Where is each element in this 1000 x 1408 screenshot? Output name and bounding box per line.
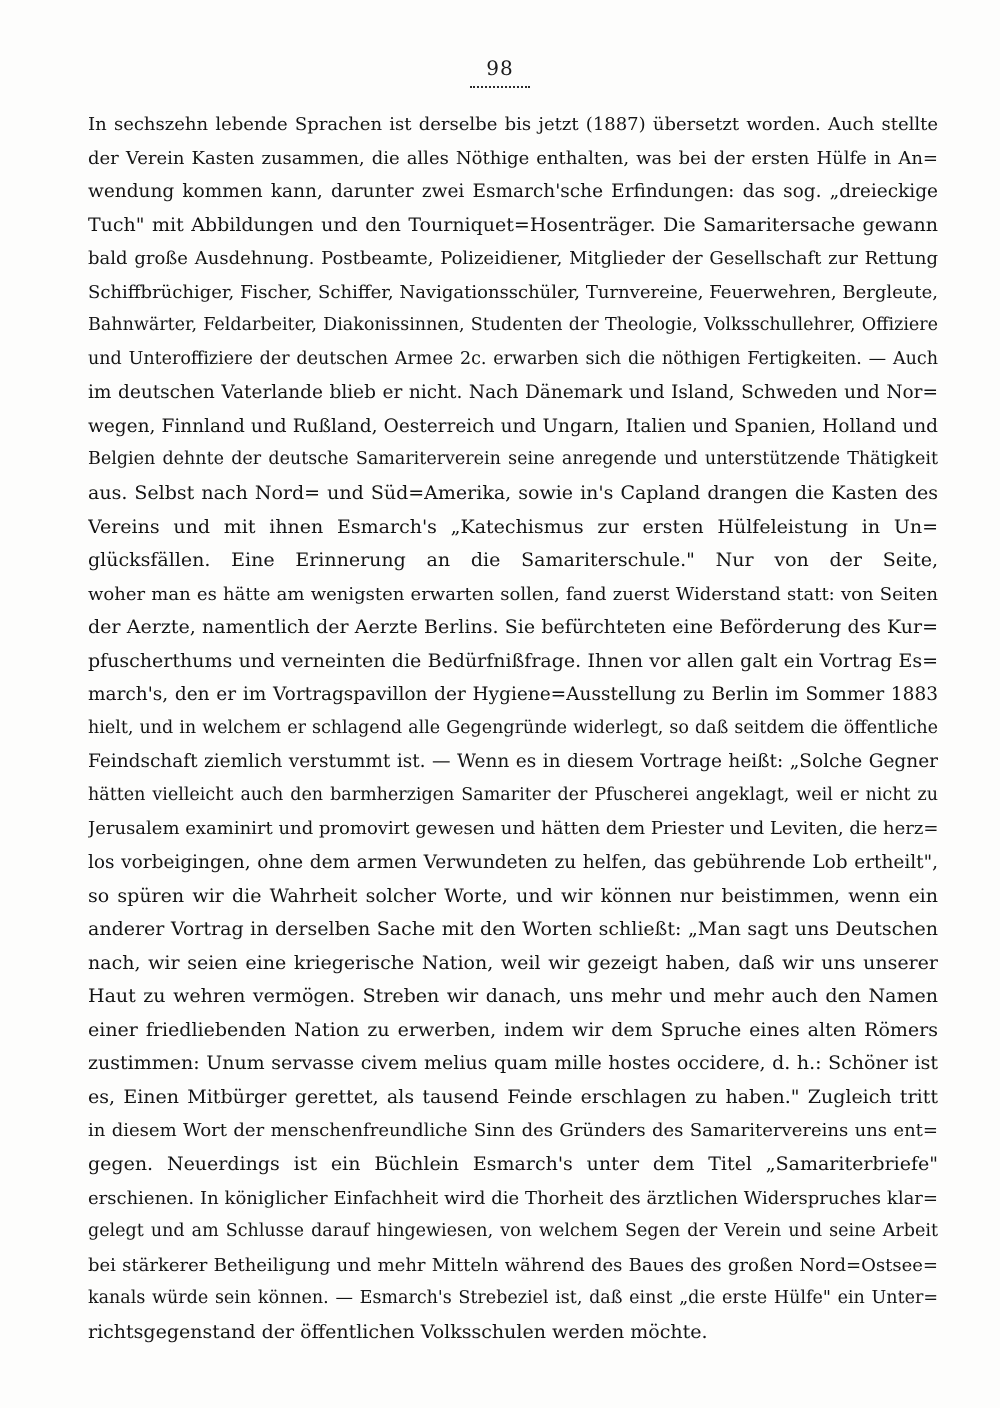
text-line: wendung kommen kann, darunter zwei Esmarch'sche Erfindungen: das sog. „dreieckige bbox=[88, 181, 938, 203]
text-line: es, Einen Mitbürger gerettet, als tausend Feinde erschlagen zu haben." Zugleich tritt bbox=[88, 1085, 938, 1108]
text-line: pfuscherthums und verneinten die Bedürfnißfrage. Ihnen vor allen galt ein Vortrag Es= bbox=[88, 649, 938, 672]
text-line: richtsgegenstand der öffentlichen Volksschulen werden möchte. bbox=[88, 1320, 708, 1343]
text-line: gelegt und am Schlusse darauf hingewiesen, von welchem Segen der Verein und seine Arbeit bbox=[88, 1221, 938, 1242]
text-line: zustimmen: Unum servasse civem melius quam mille hostes occidere, d. h.: Schöner ist bbox=[88, 1052, 938, 1075]
text-line: Schiffbrüchiger, Fischer, Schiffer, Navigationsschüler, Turnvereine, Feuerwehren, Bergleute, bbox=[88, 281, 938, 303]
text-line: woher man es hätte am wenigsten erwarten sollen, fand zuerst Widerstand statt: von Seiten bbox=[88, 583, 938, 605]
text-line: hätten vielleicht auch den barmherzigen Samariter der Pfuscherei angeklagt, weil er nicht zu bbox=[88, 784, 938, 805]
page-header bbox=[0, 56, 1000, 88]
text-line: nach, wir seien eine kriegerische Nation, weil wir gezeigt haben, daß wir uns unserer bbox=[88, 951, 938, 974]
text-line: der Verein Kasten zusammen, die alles Nöthige enthalten, was bei der ersten Hülfe in An= bbox=[88, 147, 938, 169]
text-line: Haut zu wehren vermögen. Streben wir danach, uns mehr und mehr auch den Namen bbox=[88, 985, 938, 1008]
text-line: Tuch" mit Abbildungen und den Tourniquet=Hosenträger. Die Samaritersache gewann bbox=[88, 213, 938, 236]
text-line: march's, den er im Vortragspavillon der Hygiene=Ausstellung zu Berlin im Sommer 1883 bbox=[88, 684, 938, 706]
text-line: Bahnwärter, Feldarbeiter, Diakonissinnen, Studenten der Theologie, Volksschullehrer, Offiziere bbox=[88, 315, 938, 336]
text-line: in diesem Wort der menschenfreundliche Sinn des Gründers des Samaritervereins uns ent= bbox=[88, 1120, 938, 1142]
text-line: Belgien dehnte der deutsche Samariterverein seine anregende und unterstützende Thätigkeit bbox=[88, 449, 938, 470]
text-line: Feindschaft ziemlich verstummt ist. — Wenn es in diesem Vortrage heißt: „Solche Gegner bbox=[88, 751, 938, 773]
text-line: glücksfällen. Eine Erinnerung an die Samariterschule." Nur von der Seite, bbox=[88, 549, 938, 572]
text-line: und Unteroffiziere der deutschen Armee 2c. erwarben sich die nöthigen Fertigkeiten. — Auch bbox=[88, 348, 938, 369]
text-line: der Aerzte, namentlich der Aerzte Berlins. Sie befürchteten eine Beförderung des Kur= bbox=[88, 616, 938, 639]
text-line: bei stärkerer Betheiligung und mehr Mitteln während des Baues des großen Nord=Ostsee= bbox=[88, 1254, 938, 1276]
page-number-rule bbox=[470, 82, 530, 88]
text-line: im deutschen Vaterlande blieb er nicht. Nach Dänemark und Island, Schweden und Nor= bbox=[88, 382, 938, 404]
text-line: so spüren wir die Wahrheit solcher Worte, und wir können nur beistimmen, wenn ein bbox=[88, 884, 938, 907]
text-line: Vereins und mit ihnen Esmarch's „Katechismus zur ersten Hülfeleistung in Un= bbox=[88, 515, 938, 538]
text-line: wegen, Finnland und Rußland, Oesterreich und Ungarn, Italien und Spanien, Holland und bbox=[88, 415, 938, 437]
text-line: los vorbeigingen, ohne dem armen Verwundeten zu helfen, das gebührende Lob ertheilt", bbox=[88, 852, 938, 874]
text-line: Jerusalem examinirt und promovirt gewesen und hätten dem Priester und Leviten, die herz= bbox=[88, 818, 938, 840]
text-line: In sechszehn lebende Sprachen ist derselbe bis jetzt (1887) übersetzt worden. Auch stellte bbox=[88, 114, 938, 135]
text-line: aus. Selbst nach Nord= und Süd=Amerika, sowie in's Capland drangen die Kasten des bbox=[88, 482, 938, 505]
page-number: 98 bbox=[486, 56, 514, 80]
text-line: erschienen. In königlicher Einfachheit wird die Thorheit des ärztlichen Widerspruches klar= bbox=[88, 1187, 938, 1209]
text-line: kanals würde sein können. — Esmarch's Strebeziel ist, daß einst „die erste Hülfe" ein Unter= bbox=[88, 1288, 938, 1309]
text-line: bald große Ausdehnung. Postbeamte, Polizeidiener, Mitglieder der Gesellschaft zur Rettung bbox=[88, 248, 938, 270]
body-text bbox=[88, 108, 938, 1349]
text-line: hielt, und in welchem er schlagend alle Gegengründe widerlegt, so daß seitdem die öffentliche bbox=[88, 717, 938, 738]
text-line: gegen. Neuerdings ist ein Büchlein Esmarch's unter dem Titel „Samariterbriefe" bbox=[88, 1152, 938, 1175]
text-line: einer friedliebenden Nation zu erwerben, indem wir dem Spruche eines alten Römers bbox=[88, 1018, 938, 1041]
text-line: anderer Vortrag in derselben Sache mit den Worten schließt: „Man sagt uns Deutschen bbox=[88, 918, 938, 941]
